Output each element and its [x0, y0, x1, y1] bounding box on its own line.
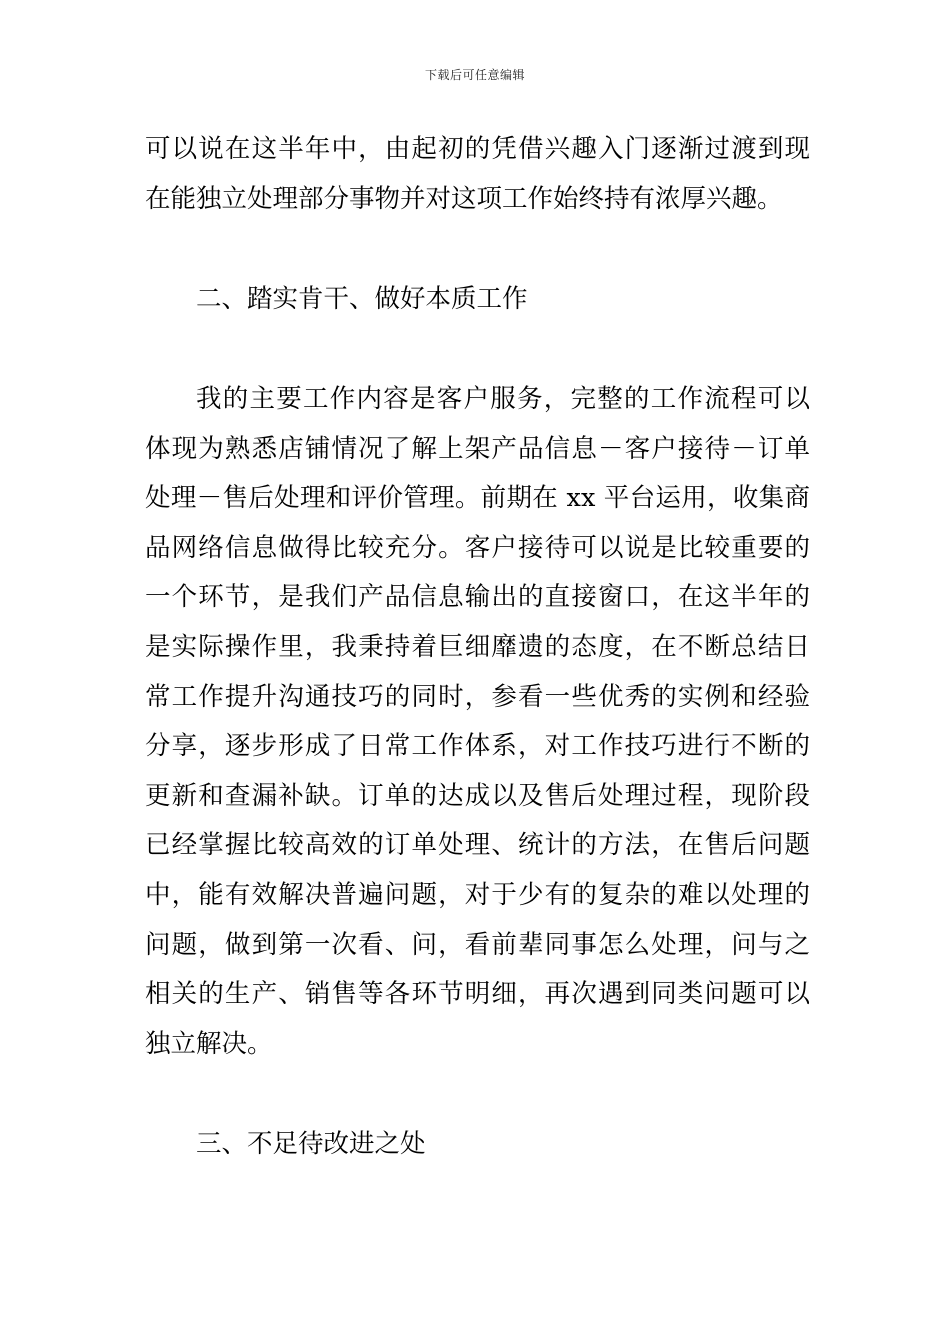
section-heading-2: 二、踏实肯干、做好本质工作	[196, 284, 528, 314]
paragraph-line: 更新和查漏补缺。订单的达成以及售后处理过程，现阶段	[145, 780, 810, 811]
paragraph-line: 一个环节，是我们产品信息输出的直接窗口，在这半年的	[145, 582, 810, 613]
paragraph-line: 处理－售后处理和评价管理。前期在 xx 平台运用，收集商	[145, 483, 810, 514]
paragraph-line: 已经掌握比较高效的订单处理、统计的方法，在售后问题	[145, 830, 810, 861]
paragraph-line: 中，能有效解决普遍问题，对于少有的复杂的难以处理的	[145, 879, 810, 910]
paragraph-1	[145, 125, 810, 224]
paragraph-line: 在能独立处理部分事物并对这项工作始终持有浓厚兴趣。	[145, 183, 783, 214]
paragraph-line: 常工作提升沟通技巧的同时，参看一些优秀的实例和经验	[145, 681, 810, 712]
paragraph-line: 我的主要工作内容是客户服务，完整的工作流程可以	[196, 384, 810, 414]
paragraph-line: 独立解决。	[145, 1028, 273, 1059]
section-heading-3: 三、不足待改进之处	[196, 1129, 426, 1159]
header-note: 下载后可任意编辑	[424, 68, 525, 82]
paragraph-line: 品网络信息做得比较充分。客户接待可以说是比较重要的	[145, 532, 810, 563]
paragraph-line: 问题，做到第一次看、问，看前辈同事怎么处理，问与之	[145, 929, 810, 960]
paragraph-2	[145, 375, 810, 1069]
paragraph-line: 可以说在这半年中，由起初的凭借兴趣入门逐渐过渡到现	[145, 134, 810, 164]
paragraph-line: 分享，逐步形成了日常工作体系，对工作技巧进行不断的	[145, 731, 810, 762]
paragraph-line: 体现为熟悉店铺情况了解上架产品信息－客户接待－订单	[145, 433, 810, 464]
paragraph-line: 是实际操作里，我秉持着巨细靡遗的态度，在不断总结日	[145, 631, 810, 662]
paragraph-line: 相关的生产、销售等各环节明细，再次遇到同类问题可以	[145, 979, 810, 1010]
